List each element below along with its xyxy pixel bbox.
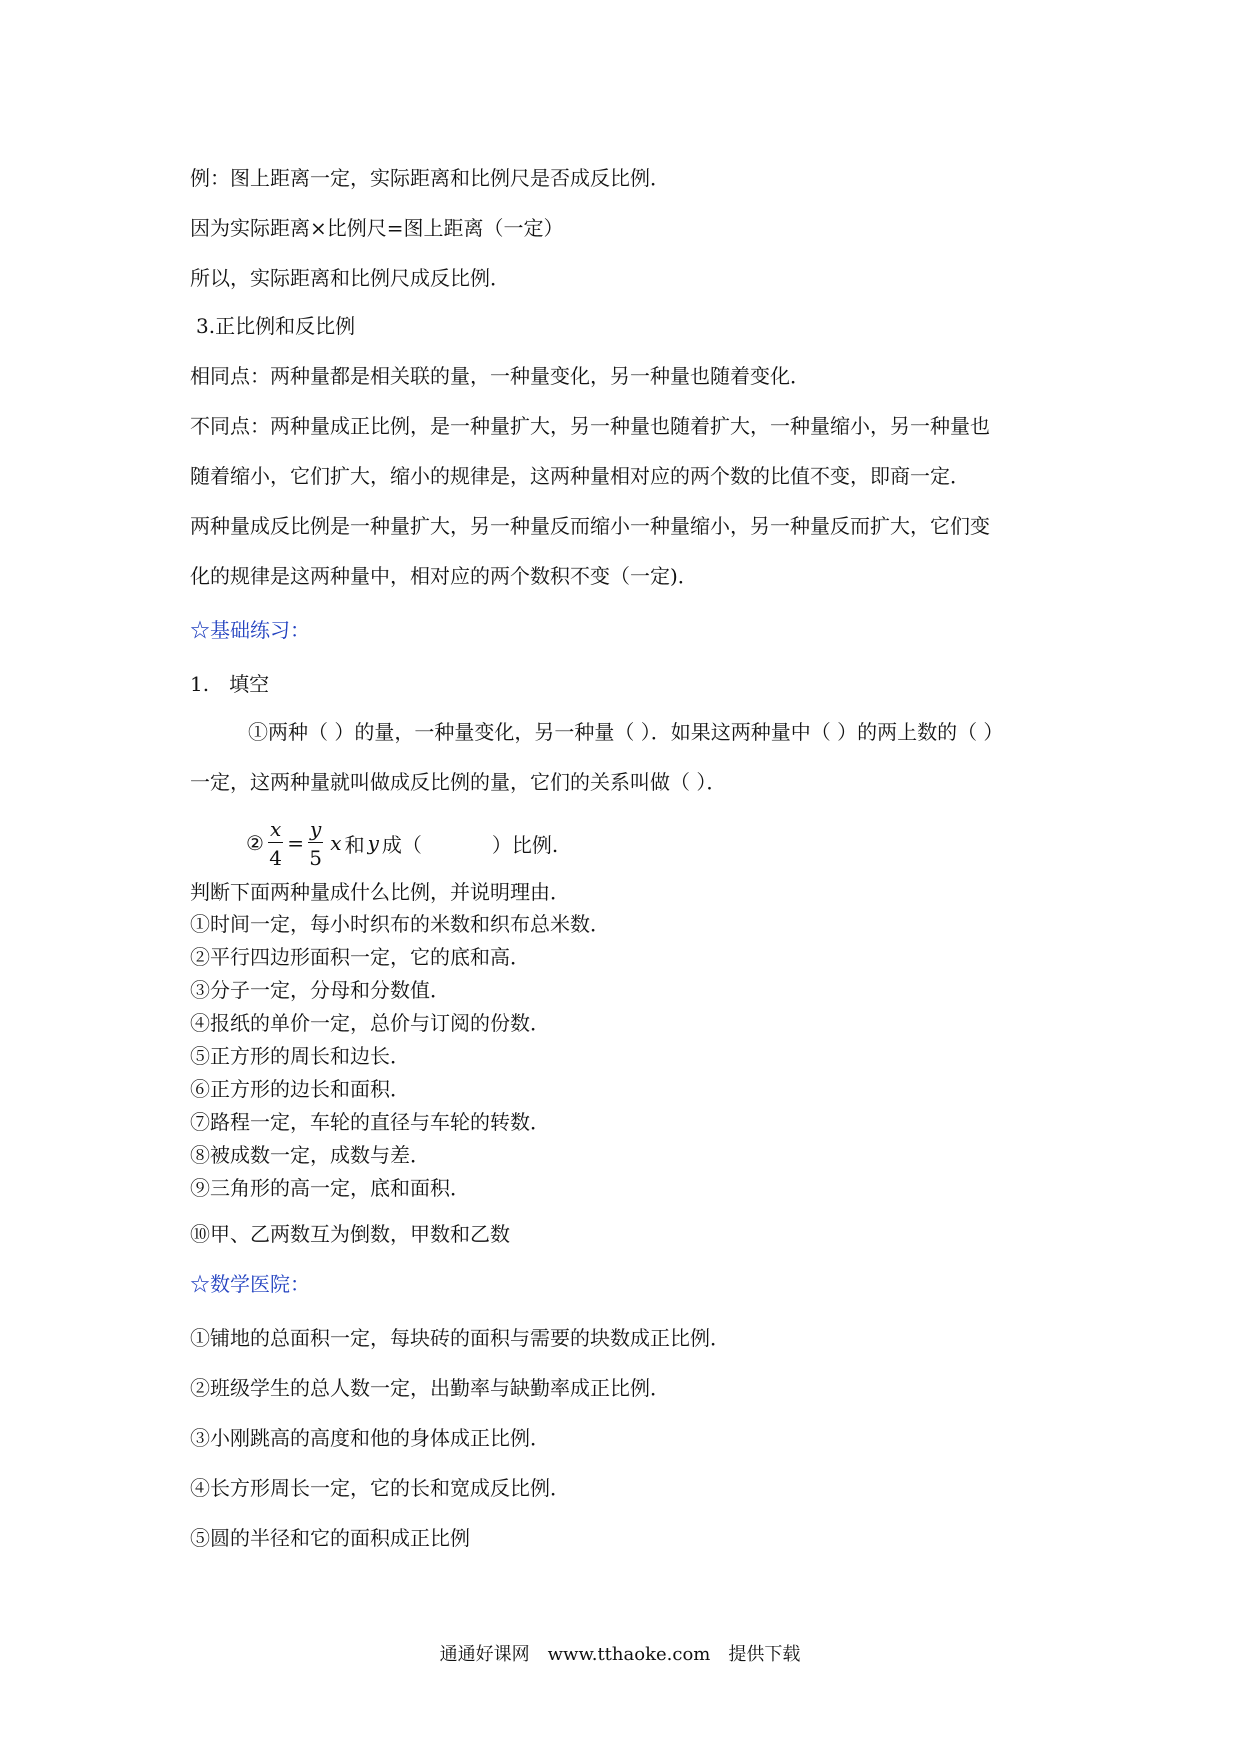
variable-y: y: [367, 831, 379, 855]
fraction-numerator: y: [309, 816, 322, 841]
variable-x: x: [330, 831, 342, 855]
hospital-item: ③小刚跳高的高度和他的身体成正比例．: [190, 1426, 550, 1450]
similarity-line: 相同点：两种量都是相关联的量，一种量变化，另一种量也随着变化．: [190, 364, 810, 388]
fraction-numerator: x: [269, 816, 282, 841]
difference-line-3: 两种量成反比例是一种量扩大，另一种量反而缩小一种量缩小，另一种量反而扩大，它们变: [190, 514, 990, 538]
because-line: 因为实际距离×比例尺=图上距离（一定）: [190, 216, 564, 240]
question1-item1-line2: 一定，这两种量就叫做成反比例的量，它们的关系叫做（ ）．: [190, 770, 727, 794]
question1-item1-line1: ①两种（ ）的量，一种量变化，另一种量（ ）．如果这两种量中（ ）的两上数的（ ）: [248, 720, 1004, 744]
footer-source: 通通好课网 www.tthaoke.com 提供下载: [439, 1644, 801, 1665]
judge-item-10: ⑩甲、乙两数互为倒数，甲数和乙数: [190, 1222, 510, 1246]
judge-item: ⑧被成数一定，成数与差．: [190, 1143, 430, 1167]
judge-item: ⑥正方形的边长和面积．: [190, 1077, 410, 1101]
judge-item: ②平行四边形面积一定，它的底和高．: [190, 945, 530, 969]
fraction-denominator: 5: [309, 845, 322, 870]
equals-sign: =: [287, 831, 304, 855]
fraction-x-over-4: [268, 818, 283, 869]
section3-title: 3.正比例和反比例: [196, 314, 356, 338]
and-text: 和: [344, 832, 365, 857]
fraction-denominator: 4: [269, 845, 282, 870]
hospital-item: ⑤圆的半径和它的面积成正比例: [190, 1526, 470, 1550]
judge-item: ⑨三角形的高一定，底和面积．: [190, 1176, 470, 1200]
fraction-y-over-5: [308, 818, 323, 869]
therefore-line: 所以，实际距离和比例尺成反比例．: [190, 266, 510, 290]
cheng-text: 成（: [381, 832, 422, 857]
judge-item: ③分子一定，分母和分数值．: [190, 978, 450, 1002]
item2-marker: ②: [246, 831, 264, 855]
question1-title: 1. 填空: [190, 672, 270, 696]
hospital-item: ②班级学生的总人数一定，出勤率与缺勤率成正比例．: [190, 1376, 670, 1400]
example-line: 例：图上距离一定，实际距离和比例尺是否成反比例．: [190, 166, 670, 190]
difference-line-2: 随着缩小，它们扩大，缩小的规律是，这两种量相对应的两个数的比值不变，即商一定．: [190, 464, 970, 488]
difference-line-4: 化的规律是这两种量中，相对应的两个数积不变（一定)．: [190, 564, 698, 588]
math-hospital-heading: ☆数学医院：: [190, 1272, 310, 1296]
close-text: ）比例.: [491, 832, 559, 857]
judge-title: 判断下面两种量成什么比例，并说明理由．: [190, 880, 570, 904]
judge-item: ④报纸的单价一定，总价与订阅的份数．: [190, 1011, 550, 1035]
judge-item: ①时间一定，每小时织布的米数和织布总米数．: [190, 912, 610, 936]
question1-item2: [246, 808, 558, 878]
basic-practice-heading: ☆基础练习：: [190, 618, 310, 642]
judge-item: ⑦路程一定，车轮的直径与车轮的转数．: [190, 1110, 550, 1134]
judge-item: ⑤正方形的周长和边长．: [190, 1044, 410, 1068]
hospital-item: ①铺地的总面积一定，每块砖的面积与需要的块数成正比例．: [190, 1326, 730, 1350]
difference-line-1: 不同点：两种量成正比例，是一种量扩大，另一种量也随着扩大，一种量缩小，另一种量也: [190, 414, 990, 438]
hospital-item: ④长方形周长一定，它的长和宽成反比例．: [190, 1476, 570, 1500]
